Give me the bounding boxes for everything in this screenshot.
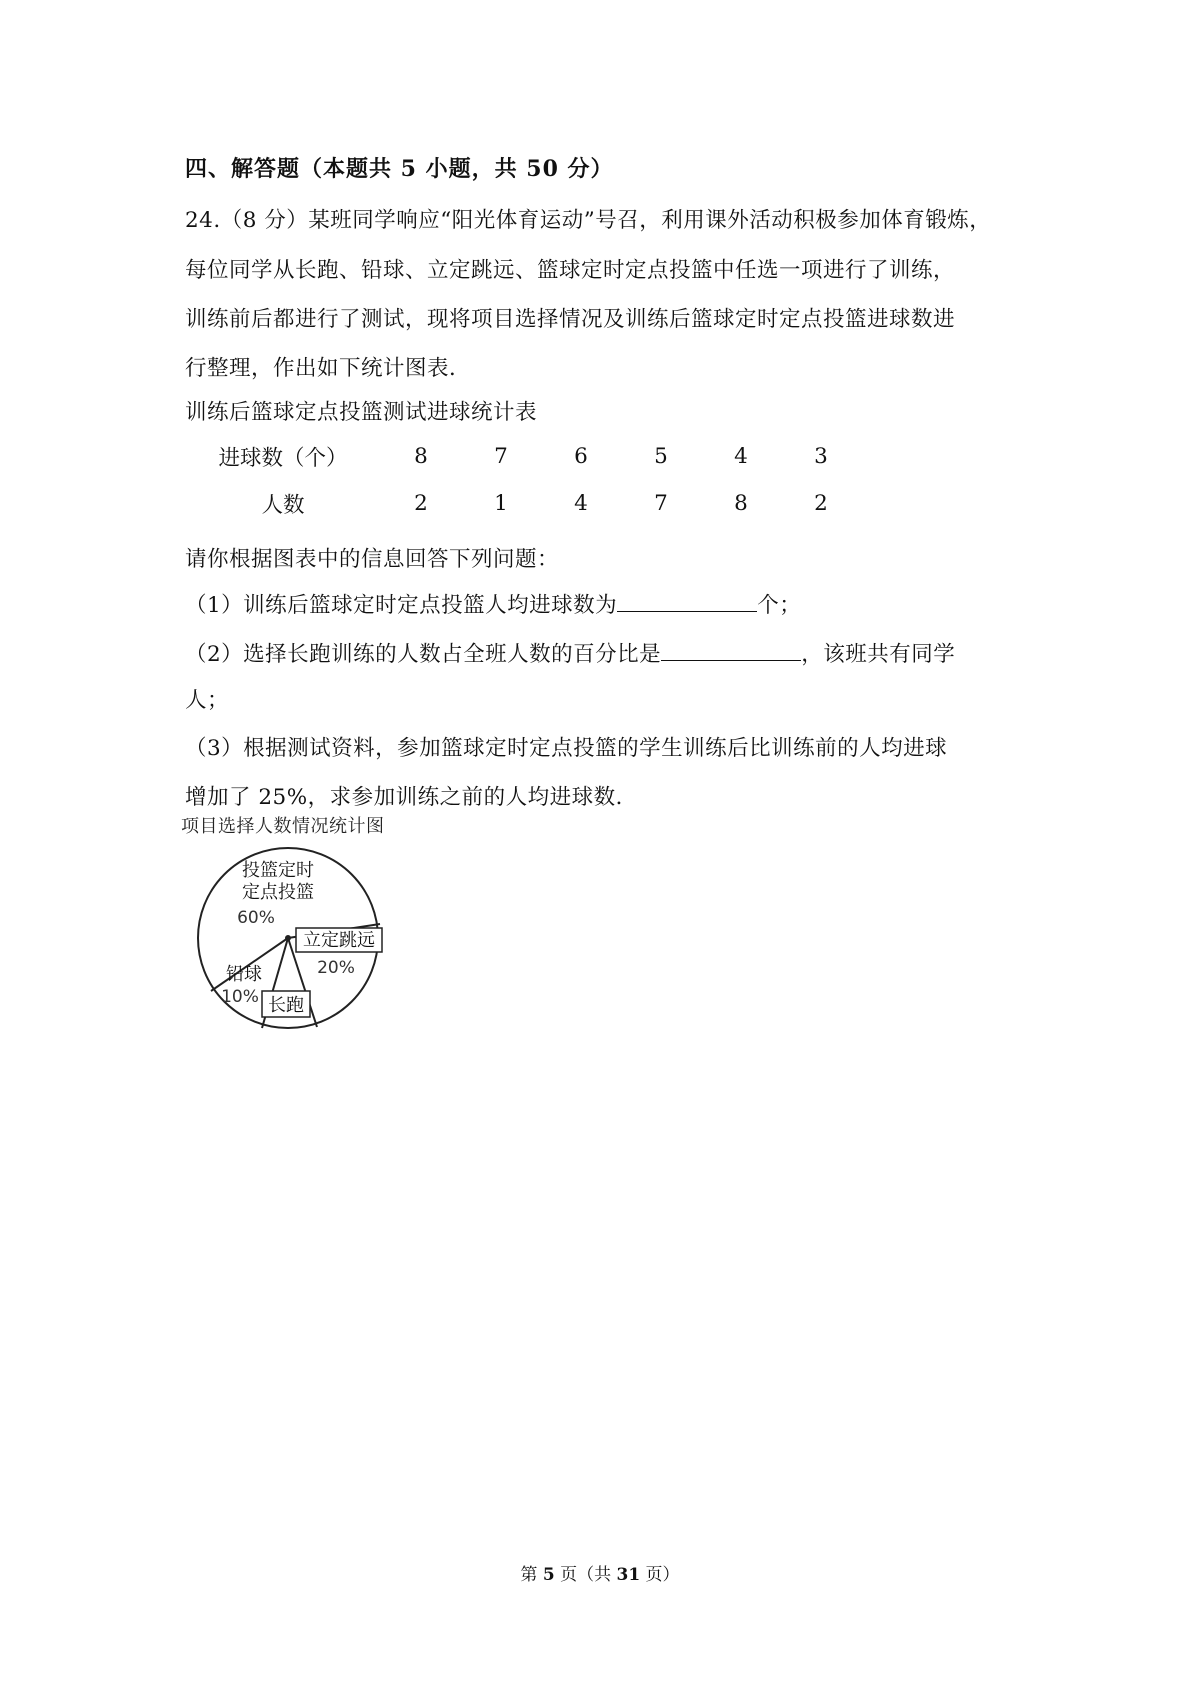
table-cell-goals: 6 (574, 444, 588, 469)
answer-blank-1 (617, 593, 757, 612)
question-part-2-text: （2）选择长跑训练的人数占全班人数的百分比是 (185, 642, 662, 667)
table-cell-goals: 8 (414, 444, 428, 469)
table-cell-people: 1 (494, 491, 508, 516)
table-row-label-goals: 进球数（个） (218, 446, 348, 471)
question-intro-line-3: 训练前后都进行了测试，现将项目选择情况及训练后篮球定时定点投篮进球数进 (185, 307, 956, 332)
pie-label-shot-put: 铅球 (226, 964, 262, 985)
question-part-1-text: （1）训练后篮球定时定点投篮人均进球数为 (185, 593, 618, 618)
page-footer (0, 1560, 1200, 1585)
table-cell-goals: 5 (654, 444, 668, 469)
table-cell-goals: 4 (734, 444, 748, 469)
question-part-1-suffix: 个； (757, 593, 802, 618)
pie-percent-shot-put: 10% (221, 987, 259, 1007)
pie-center (285, 935, 291, 941)
question-intro-line-2: 每位同学从长跑、铅球、立定跳远、篮球定时定点投篮中任选一项进行了训练， (185, 258, 956, 283)
table-row-people (185, 480, 861, 527)
answer-blank-2 (661, 642, 801, 661)
footer-suffix: 页） (640, 1565, 680, 1585)
footer-page-number: 5 (542, 1565, 555, 1585)
pie-chart (190, 846, 400, 1031)
table-row-label-people: 人数 (261, 493, 305, 518)
footer-prefix: 第 (520, 1565, 543, 1585)
question-intro-line-4: 行整理，作出如下统计图表． (185, 356, 472, 381)
question-intro-line-1: 24.（8 分）某班同学响应“阳光体育运动”号召，利用课外活动积极参加体育锻炼， (185, 208, 992, 233)
table-cell-people: 7 (654, 491, 668, 516)
pie-label-run: 长跑 (268, 995, 304, 1016)
table-cell-people: 2 (414, 491, 428, 516)
pie-label-shooting-2: 定点投篮 (242, 882, 314, 903)
question-part-3-line-1: （3）根据测试资料，参加篮球定时定点投篮的学生训练后比训练前的人均进球 (185, 736, 948, 761)
section-title: 四、解答题（本题共 5 小题，共 50 分） (185, 156, 614, 182)
table-cell-goals: 3 (814, 444, 828, 469)
table-cell-people: 2 (814, 491, 828, 516)
question-part-2-line-2: 人； (185, 688, 230, 713)
table-cell-goals: 7 (494, 444, 508, 469)
question-part-2 (185, 637, 955, 668)
footer-total-pages: 31 (616, 1565, 641, 1585)
question-part-2-suffix: ，该班共有同学 (801, 642, 956, 667)
table-cell-people: 8 (734, 491, 748, 516)
question-prompt: 请你根据图表中的信息回答下列问题： (185, 547, 560, 572)
footer-middle: 页（共 (554, 1565, 617, 1585)
pie-percent-shooting: 60% (237, 908, 275, 928)
pie-label-shooting-1: 投篮定时 (242, 860, 314, 881)
goals-table (185, 433, 861, 527)
question-part-3-line-2: 增加了 25%，求参加训练之前的人均进球数． (185, 785, 638, 810)
table-cell-people: 4 (574, 491, 588, 516)
pie-label-jump: 立定跳远 (303, 930, 375, 951)
table-row-goals (185, 433, 861, 480)
chart-title: 项目选择人数情况统计图 (181, 816, 385, 837)
question-part-1 (185, 588, 801, 619)
table-caption: 训练后篮球定点投篮测试进球统计表 (185, 400, 538, 425)
pie-percent-jump: 20% (317, 958, 355, 978)
